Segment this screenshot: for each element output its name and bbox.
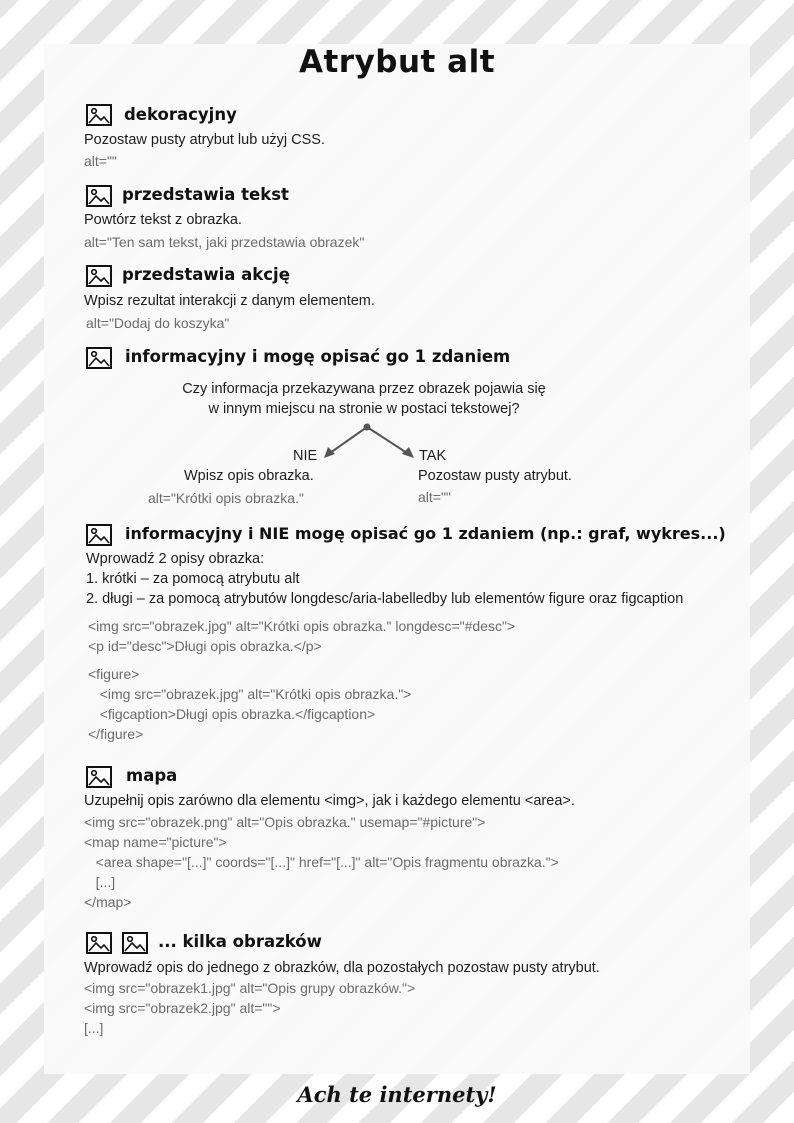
section-line: 1. krótki – za pomocą atrybutu alt [86, 571, 300, 587]
code-line: [...] [84, 874, 116, 890]
section-heading-informative-short: informacyjny i mogę opisać go 1 zdaniem [125, 347, 511, 366]
code-line: <map name="picture"> [84, 834, 227, 850]
image-icon [86, 104, 112, 126]
section-line: 2. długi – za pomocą atrybutów longdesc/aria-labelledby lub elementów figure oraz figcaption [86, 591, 684, 607]
code-line: <img src="obrazek1.jpg" alt="Opis grupy obrazków."> [84, 980, 416, 996]
section-description: Wprowadź opis do jednego z obrazków, dla pozostałych pozostaw pusty atrybut. [84, 960, 600, 976]
decision-no-text: Wpisz opis obrazka. [184, 468, 314, 484]
decision-yes-text: Pozostaw pusty atrybut. [418, 468, 572, 484]
image-icon [86, 524, 112, 546]
section-heading-informative-long: informacyjny i NIE mogę opisać go 1 zdaniem (np.: graf, wykres...) [125, 524, 726, 543]
footer-signature: Ach te internety! [297, 1082, 497, 1107]
section-heading-map: mapa [126, 766, 178, 785]
page-title: Atrybut alt [298, 44, 496, 80]
code-line: [...] [84, 1020, 104, 1036]
section-heading-decorative: dekoracyjny [124, 105, 237, 124]
code-example: alt="Dodaj do koszyka" [86, 315, 230, 331]
code-line: <img src="obrazek.jpg" alt="Krótki opis obrazka." longdesc="#desc"> [88, 618, 516, 634]
code-line: <p id="desc">Długi opis obrazka.</p> [88, 638, 322, 654]
section-description: Pozostaw pusty atrybut lub użyj CSS. [84, 132, 325, 148]
section-heading-action: przedstawia akcję [122, 265, 290, 284]
decision-yes-code: alt="" [418, 489, 451, 505]
section-description: Uzupełnij opis zarówno dla elementu <img>, jak i każdego elementu <area>. [84, 793, 575, 809]
section-description: Powtórz tekst z obrazka. [84, 212, 242, 228]
section-heading-multiple: ... kilka obrazków [158, 932, 322, 951]
image-icon [86, 185, 112, 207]
image-icon [86, 766, 112, 788]
section-heading-text: przedstawia tekst [122, 185, 289, 204]
section-line: Wprowadź 2 opisy obrazka: [86, 551, 265, 567]
code-line: <img src="obrazek2.jpg" alt=""> [84, 1000, 281, 1016]
image-icon [86, 347, 112, 369]
section-description: Wpisz rezultat interakcji z danym elementem. [84, 293, 375, 309]
code-line: <img src="obrazek.png" alt="Opis obrazka." usemap="#picture"> [84, 814, 486, 830]
code-line: </figure> [88, 726, 144, 742]
code-line: <figure> [88, 666, 140, 682]
code-example: alt="" [84, 153, 117, 169]
image-icon [86, 265, 112, 287]
image-icon [122, 932, 148, 954]
code-line: <figcaption>Długi opis obrazka.</figcaption> [88, 706, 376, 722]
code-line: <img src="obrazek.jpg" alt="Krótki opis obrazka."> [88, 686, 412, 702]
code-example: alt="Ten sam tekst, jaki przedstawia obrazek" [84, 234, 365, 250]
decision-question-line2: w innym miejscu na stronie w postaci tekstowej? [208, 401, 520, 417]
decision-question-line1: Czy informacja przekazywana przez obrazek pojawia się [182, 381, 546, 397]
decision-no-code: alt="Krótki opis obrazka." [148, 490, 304, 506]
decision-yes-label: TAK [419, 448, 447, 464]
arrow-icon [310, 420, 430, 465]
image-icon [86, 932, 112, 954]
decision-no-label: NIE [293, 448, 318, 464]
code-line: <area shape="[...]" coords="[...]" href="[...]" alt="Opis fragmentu obrazka."> [84, 854, 559, 870]
code-line: </map> [84, 894, 132, 910]
